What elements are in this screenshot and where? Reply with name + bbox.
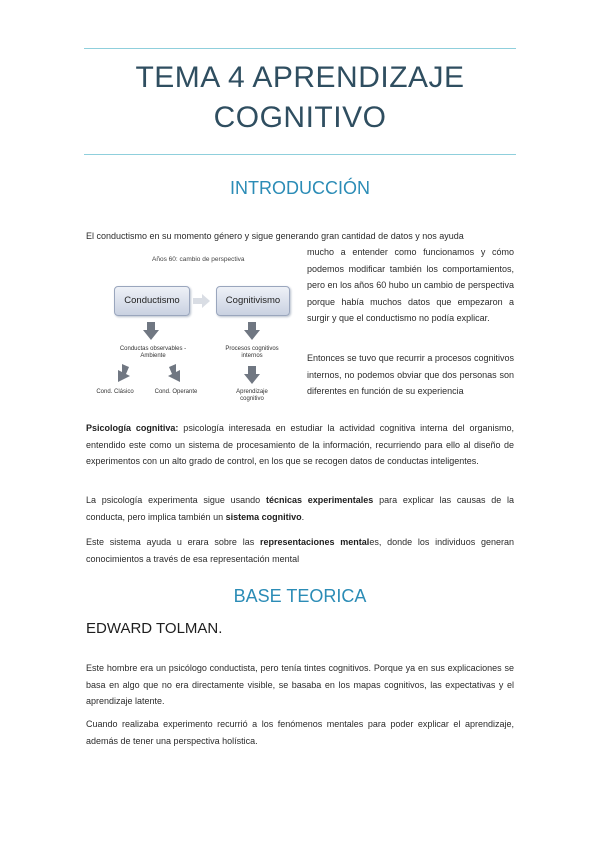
diagram-right-sub: Procesos cognitivos internos [225, 346, 279, 359]
arrow-down-icon [244, 366, 260, 384]
title-bottom-rule [84, 154, 516, 155]
bold-span: técnicas experimentales [265, 495, 374, 505]
diagram-leaf-clasico: Cond. Clásico [96, 389, 134, 395]
intro-paragraph-3 [86, 420, 514, 470]
diagram-box-conductismo: Conductismo [114, 286, 190, 316]
intro-paragraph-5 [86, 534, 514, 567]
intro-paragraph-first-line: El conductismo en su momento género y sigue generando gran cantidad de datos y nos ayuda [86, 231, 464, 241]
base-paragraph-1: Este hombre era un psicólogo conductista, pero tenía tintes cognitivos. Porque ya en sus explicaciones se basa en algo que no era directamente visible, se basaba en los mapas cognitivos, las expectativas y el aprendizaje latente. [86, 663, 514, 706]
base-heading: BASE TEORICA [233, 586, 367, 606]
title-top-rule [84, 48, 516, 49]
term-psicologia-cognitiva: Psicología cognitiva: [86, 423, 179, 433]
arrow-down-icon [244, 322, 260, 340]
diagram-left-sub: Conductas observables - Ambiente [119, 346, 187, 359]
bold-span: representaciones mental [259, 537, 370, 547]
text-span: para explicar las causas de la conducta, pero implica también un [86, 495, 515, 522]
base-paragraph-2: Cuando realizaba experimento recurrió a los fenómenos mentales para poder explicar el aprendizaje, además de tener una perspectiva holística. [86, 719, 514, 746]
text-span: es, donde los individuos generan conocimientos a través de esa representación mental [86, 537, 514, 564]
base-subheading: EDWARD TOLMAN. [86, 620, 223, 637]
page-title: TEMA 4 APRENDIZAJE COGNITIVO [135, 61, 465, 134]
text-span: La psicología experimenta sigue usando [86, 495, 266, 505]
arrow-down-icon [143, 322, 159, 340]
text-span: . [301, 511, 305, 522]
diagram-leaf-cognitivo: Aprendizaje cognitivo [236, 389, 268, 402]
diagram-leaf-operante: Cond. Operante [154, 389, 198, 395]
arrow-down-right-icon [166, 364, 182, 382]
intro-paragraph-4 [86, 492, 514, 525]
arrow-down-left-icon [116, 364, 132, 382]
intro-paragraph-continued: mucho a entender como funcionamos y cómo podemos modificar también los comportamientos, pero en los años 60 hubo un cambio de perspectiva porque había muchos datos que empezaron a surgir y que el conductismo no podía explicar. [307, 247, 514, 323]
perspective-diagram [86, 256, 298, 414]
diagram-box-cognitivismo: Cognitivismo [216, 286, 290, 316]
definition-text: psicología interesada en estudiar la actividad cognitiva interna del organismo, entendido este como un sistema de procesamiento de la información, recurriendo para ello al diseño de experimentos con un alto grado de control, en los que se recogen datos de conductas inteligentes. [86, 423, 515, 466]
bold-span: sistema cognitivo [225, 511, 302, 522]
arrow-right-icon [193, 294, 211, 308]
diagram-caption: Años 60: cambio de perspectiva [152, 256, 245, 263]
intro-paragraph-2: Entonces se tuvo que recurrir a procesos cognitivos internos, no podemos obviar que dos personas son diferentes en función de su experiencia [307, 353, 514, 396]
intro-heading: INTRODUCCIÓN [230, 178, 370, 198]
text-span: Este sistema ayuda u erara sobre las [86, 537, 260, 547]
